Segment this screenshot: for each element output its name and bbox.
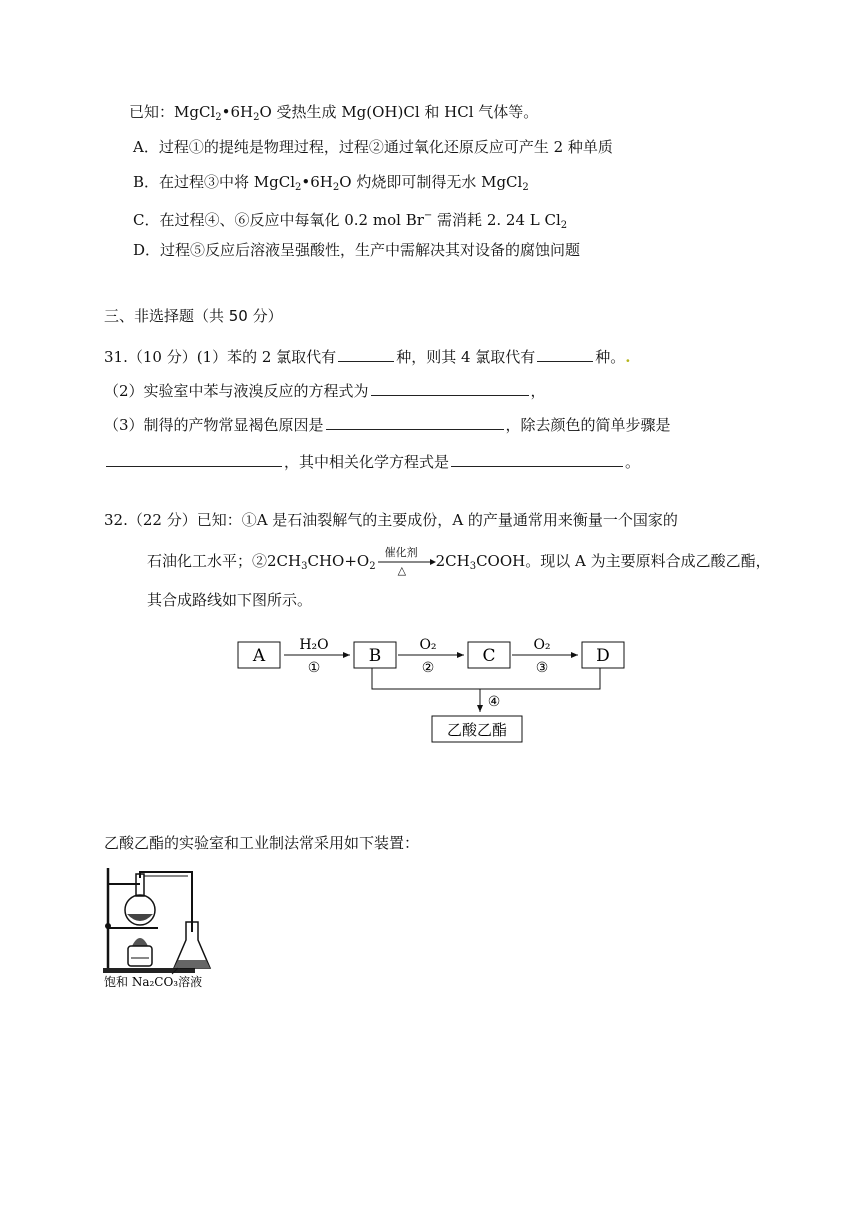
svg-text:C: C (482, 646, 496, 666)
svg-text:A: A (252, 646, 266, 666)
svg-text:④: ④ (487, 694, 501, 710)
svg-text:③: ③ (535, 660, 549, 676)
synthesis-flow-diagram (236, 634, 636, 744)
node-c (468, 642, 510, 668)
q31-line3: （3）制得的产物常显褐色原因是 ，除去颜色的简单步骤是 (104, 416, 671, 434)
step2-arrow (398, 637, 464, 676)
q31-line4: ，其中相关化学方程式是 。 (104, 451, 640, 472)
option-c[interactable]: C．在过程④、⑥反应中每氧化 0.2 mol Br− 需消耗 2. 24 L $Cl_2$ (133, 210, 568, 231)
step3-arrow (512, 637, 578, 676)
step1-arrow (284, 637, 350, 676)
svg-text:D: D (596, 646, 610, 666)
option-d[interactable]: D．过程⑤反应后溶液呈强酸性，生产中需解决其对设备的腐蚀问题 (133, 241, 581, 259)
option-b[interactable]: B．在过程③中将 $MgCl_2•6H_2O$ 灼烧即可制得无水 MgCl$_2$ (133, 173, 529, 193)
svg-text:H₂O: H₂O (299, 637, 329, 653)
svg-text:B: B (368, 646, 382, 666)
node-d (582, 642, 624, 668)
section-heading: 三、非选择题（共 50 分） (104, 307, 283, 325)
q31-blank-5[interactable] (106, 451, 282, 467)
q32-line3: 其合成路线如下图所示。 (147, 591, 313, 609)
option-a[interactable]: A．过程①的提纯是物理过程，过程②通过氧化还原反应可产生 2 种单质 (133, 138, 613, 156)
node-b (354, 642, 396, 668)
catalyst-arrow: 催化剂 △ (376, 552, 436, 572)
q31-line1: 31.（10 分）(1）苯的 2 氯取代有 种，则其 4 氯取代有 种。. (104, 348, 631, 366)
step4-connector (372, 668, 600, 712)
svg-text:O₂: O₂ (419, 637, 437, 653)
q31-blank-4[interactable] (326, 414, 504, 430)
svg-text:O₂: O₂ (533, 637, 551, 653)
q31-blank-1[interactable] (338, 346, 394, 362)
distillation-apparatus-image (100, 862, 240, 992)
q31-line2: （2）实验室中苯与液溴反应的方程式为 ， (104, 382, 546, 400)
q32-line2: 石油化工水平；$②2CH_3CHO+O_2$ 催化剂 △ $2CH_3COOH$。现以 A 为主要原料合成乙酸乙酯， (147, 546, 771, 577)
svg-text:乙酸乙酯: 乙酸乙酯 (446, 721, 508, 739)
q32-line1: 32.（22 分）已知：①A 是石油裂解气的主要成份，A 的产量通常用来衡量一个国家的 (104, 511, 678, 529)
q31-blank-6[interactable] (451, 451, 623, 467)
svg-text:①: ① (307, 660, 321, 676)
node-a (238, 642, 280, 668)
q31-blank-3[interactable] (371, 380, 529, 396)
apparatus-intro: 乙酸乙酯的实验室和工业制法常采用如下装置： (104, 834, 420, 852)
svg-text:②: ② (421, 660, 435, 676)
q31-blank-2[interactable] (537, 346, 593, 362)
known-condition: 已知：$MgCl_2•6H_2O$ 受热生成 Mg(OH)Cl 和 HCl 气体等。 (129, 103, 539, 123)
node-product (432, 716, 522, 742)
svg-text:饱和 Na₂CO₃溶液: 饱和 Na₂CO₃溶液 (104, 975, 203, 989)
